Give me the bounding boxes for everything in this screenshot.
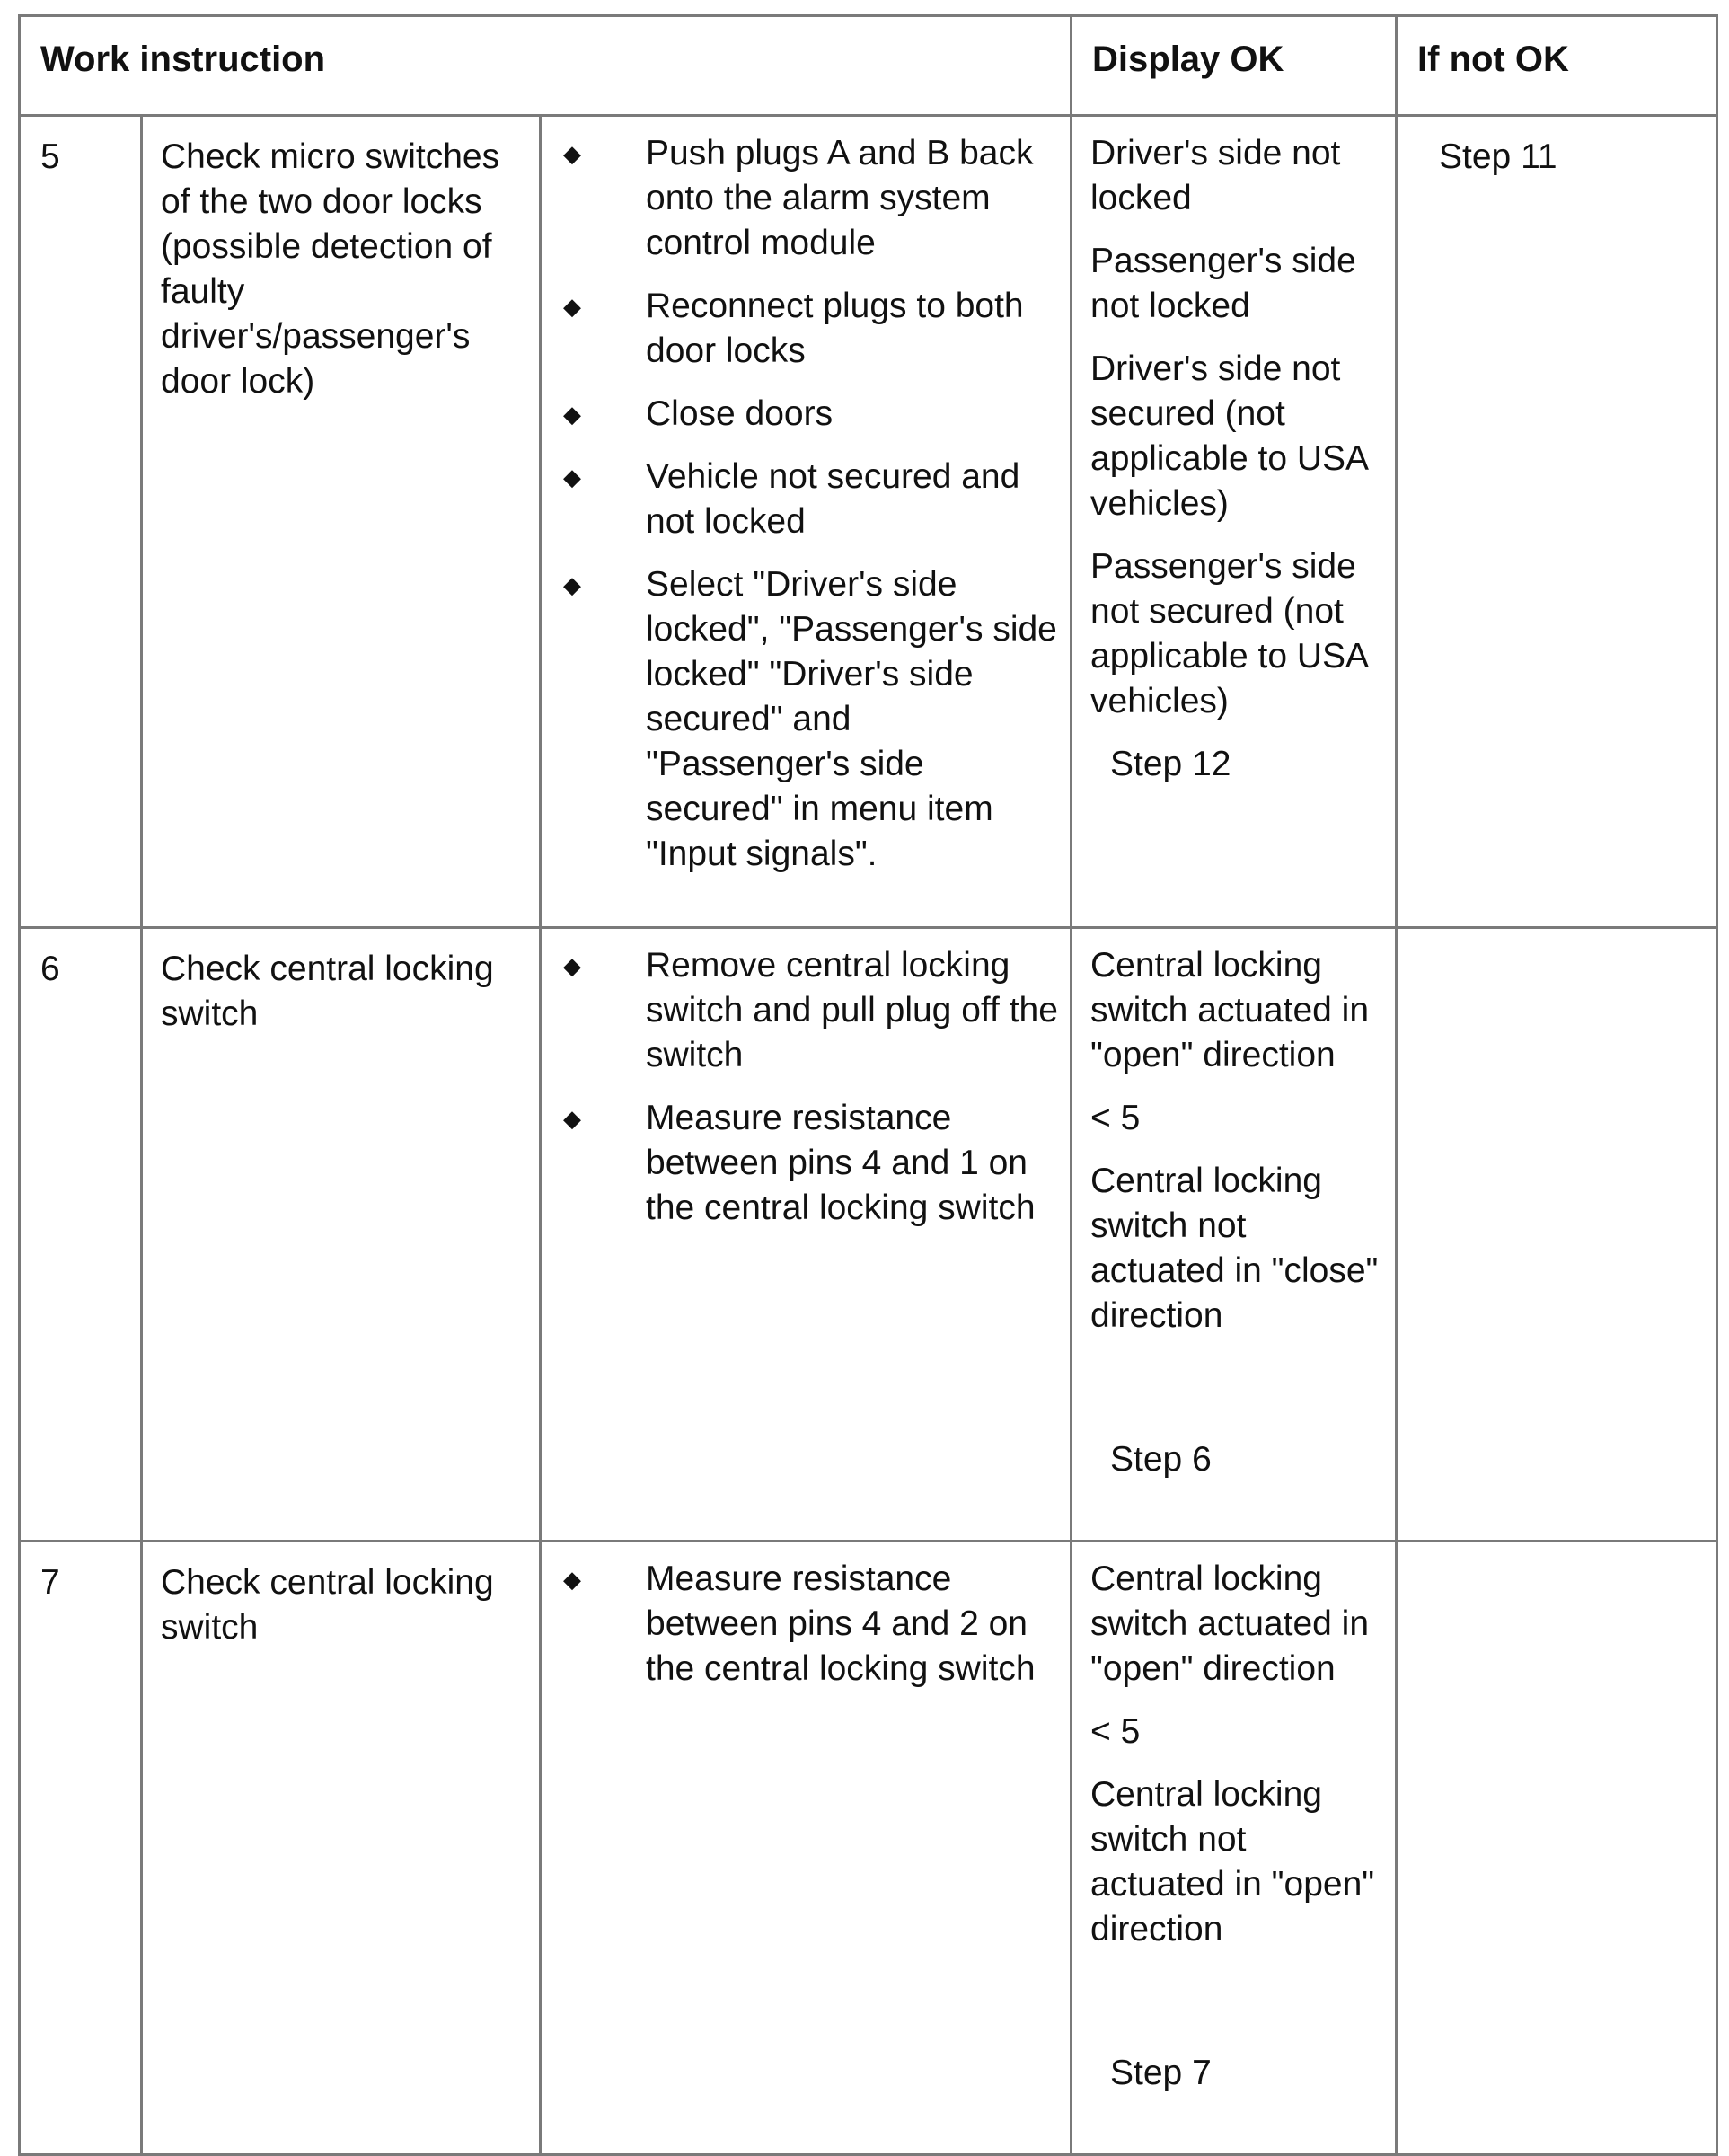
table-row — [20, 928, 1717, 1542]
step-title: Check micro switches of the two door locks (possible detection of faulty driver's/passenger's door lock) — [142, 116, 541, 928]
list-item — [542, 1096, 1061, 1231]
step-number: 6 — [20, 928, 142, 1542]
not-ok-step-ref: Step 11 — [1397, 116, 1717, 928]
action-text: Measure resistance between pins 4 and 1 on the central locking switch — [646, 1099, 1036, 1227]
diamond-bullet-icon: ◆ — [563, 401, 581, 428]
display-text: Passenger's side not secured (not applicable to USA vehicles) — [1090, 547, 1367, 720]
table-row — [20, 116, 1717, 928]
step-actions — [541, 116, 1072, 928]
list-item — [542, 1557, 1061, 1692]
action-text: Push plugs A and B back onto the alarm system control module — [646, 134, 1034, 262]
display-text: Central locking switch actuated in "open" direction — [1090, 1560, 1370, 1688]
header-row — [20, 16, 1717, 116]
step-title: Check central locking switch — [142, 928, 541, 1542]
display-step-ref: Step 7 — [1110, 2054, 1212, 2092]
display-text: Central locking switch actuated in "open" direction — [1090, 946, 1370, 1074]
display-text: Driver's side not locked — [1090, 134, 1341, 217]
not-ok-step-ref — [1397, 928, 1717, 1542]
display-text: < 5 — [1090, 1712, 1141, 1751]
display-text: < 5 — [1090, 1099, 1141, 1137]
display-ok-cell — [1072, 116, 1397, 928]
list-item — [542, 562, 1061, 877]
list-item — [542, 455, 1061, 544]
display-text: Central locking switch not actuated in "open" direction — [1090, 1775, 1375, 1948]
display-ok-cell — [1072, 928, 1397, 1542]
table-row — [20, 1542, 1717, 2155]
header-display-ok: Display OK — [1072, 16, 1397, 116]
diamond-bullet-icon: ◆ — [563, 571, 581, 598]
display-text: Central locking switch not actuated in "close" direction — [1090, 1162, 1379, 1335]
diamond-bullet-icon: ◆ — [563, 952, 581, 979]
action-text: Close doors — [646, 394, 834, 433]
action-text: Measure resistance between pins 4 and 2 on the central locking switch — [646, 1560, 1036, 1688]
work-instruction-table — [18, 14, 1718, 2156]
display-step-ref: Step 12 — [1110, 745, 1231, 783]
step-actions — [541, 1542, 1072, 2155]
header-work-instruction: Work instruction — [20, 16, 1072, 116]
diamond-bullet-icon: ◆ — [563, 293, 581, 320]
action-text: Select "Driver's side locked", "Passenger's side locked" "Driver's side secured" and "Passenger's side secured" in menu item "Input signals". — [646, 565, 1057, 873]
step-actions — [541, 928, 1072, 1542]
not-ok-step-ref — [1397, 1542, 1717, 2155]
action-text: Vehicle not secured and not locked — [646, 457, 1020, 541]
display-text: Passenger's side not locked — [1090, 242, 1356, 325]
list-item — [542, 131, 1061, 266]
diamond-bullet-icon: ◆ — [563, 1566, 581, 1593]
diamond-bullet-icon: ◆ — [563, 464, 581, 490]
action-text: Reconnect plugs to both door locks — [646, 287, 1024, 370]
diamond-bullet-icon: ◆ — [563, 1105, 581, 1132]
display-step-ref: Step 6 — [1110, 1440, 1212, 1479]
list-item — [542, 943, 1061, 1078]
display-ok-cell — [1072, 1542, 1397, 2155]
step-number: 5 — [20, 116, 142, 928]
action-text: Remove central locking switch and pull plug off the switch — [646, 946, 1058, 1074]
diamond-bullet-icon: ◆ — [563, 140, 581, 167]
header-if-not-ok: If not OK — [1397, 16, 1717, 116]
list-item — [542, 284, 1061, 374]
list-item — [542, 392, 1061, 437]
display-text: Driver's side not secured (not applicable to USA vehicles) — [1090, 349, 1367, 523]
step-number: 7 — [20, 1542, 142, 2155]
step-title: Check central locking switch — [142, 1542, 541, 2155]
